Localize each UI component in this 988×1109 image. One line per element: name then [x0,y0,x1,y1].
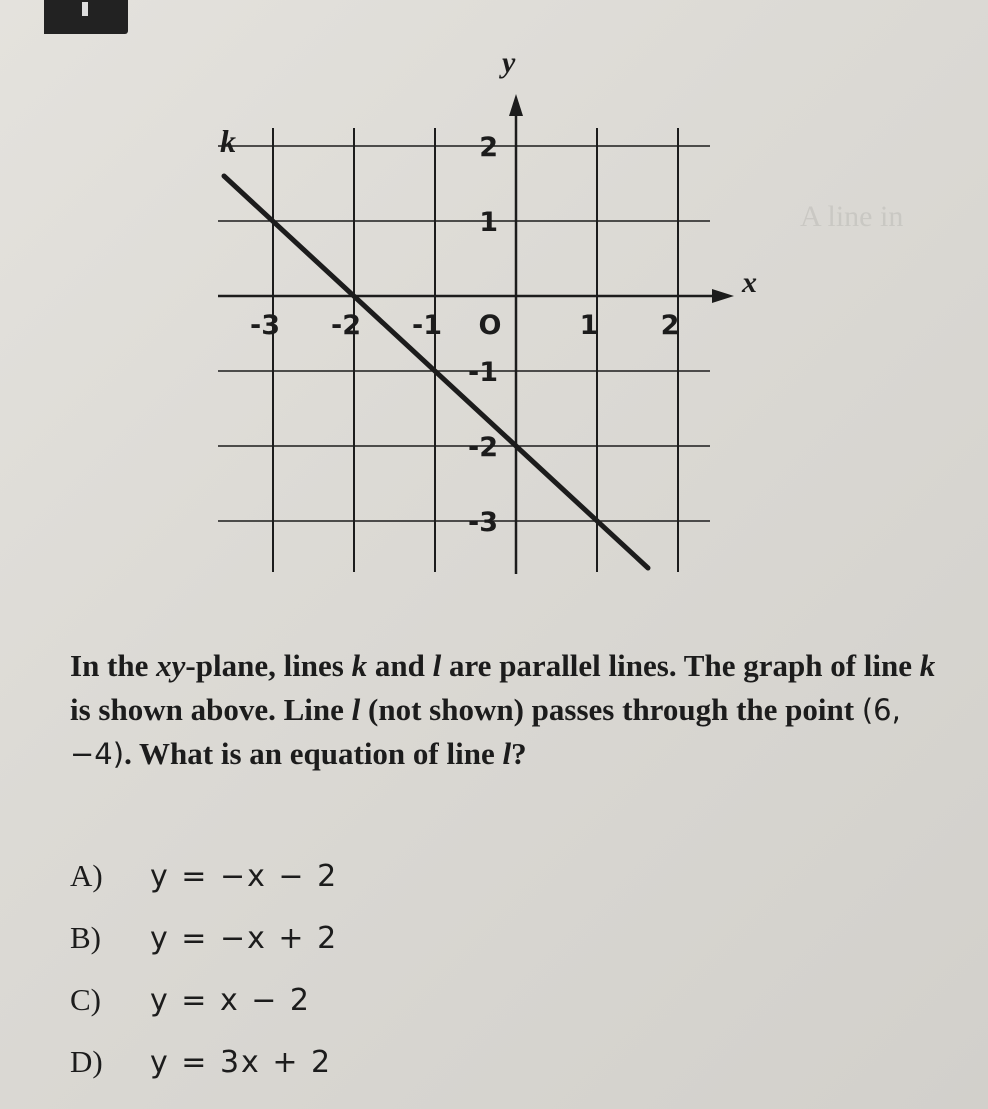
tick-labels [250,46,757,538]
x-tick-label: -2 [331,310,361,341]
axes [218,94,734,574]
choice-c[interactable] [70,982,338,1044]
choice-equation: y = x − 2 [150,983,312,1018]
bleed-through-text: A line in [800,200,904,233]
answer-choices [70,858,338,1106]
y-tick-label: -2 [468,432,498,463]
x-axis-arrow [712,289,734,303]
choice-letter: D) [70,1044,103,1079]
x-tick-label: -3 [250,310,280,341]
y-tick-label: -3 [468,507,498,538]
y-tick-label: -1 [468,357,498,388]
grid-lines [218,128,710,572]
choice-a[interactable] [70,858,338,920]
y-axis-arrow [509,94,523,116]
y-tick-label: 1 [479,207,498,238]
x-tick-label: 1 [579,310,599,341]
y-axis-label: y [502,46,516,79]
choice-letter: B) [70,920,101,955]
line-k-label: k [220,123,236,159]
choice-b[interactable] [70,920,338,982]
question-text: In the xy-plane, lines k and l are parallel lines. The graph of line k is shown above. Line l (not shown) passes through the point (6, −4). What is an equation of line l? [70,648,936,771]
x-tick-label: 2 [660,310,680,341]
choice-equation: y = −x − 2 [150,859,339,894]
x-axis-label: x [742,266,757,299]
choice-equation: y = 3x + 2 [150,1045,333,1080]
choice-d[interactable] [70,1044,338,1106]
choice-letter: A) [70,858,103,893]
x-tick-label: -1 [412,310,442,341]
y-tick-label: 2 [479,132,498,163]
choice-equation: y = −x + 2 [150,921,339,956]
choice-letter: C) [70,982,101,1017]
x-tick-label: O [478,310,502,341]
